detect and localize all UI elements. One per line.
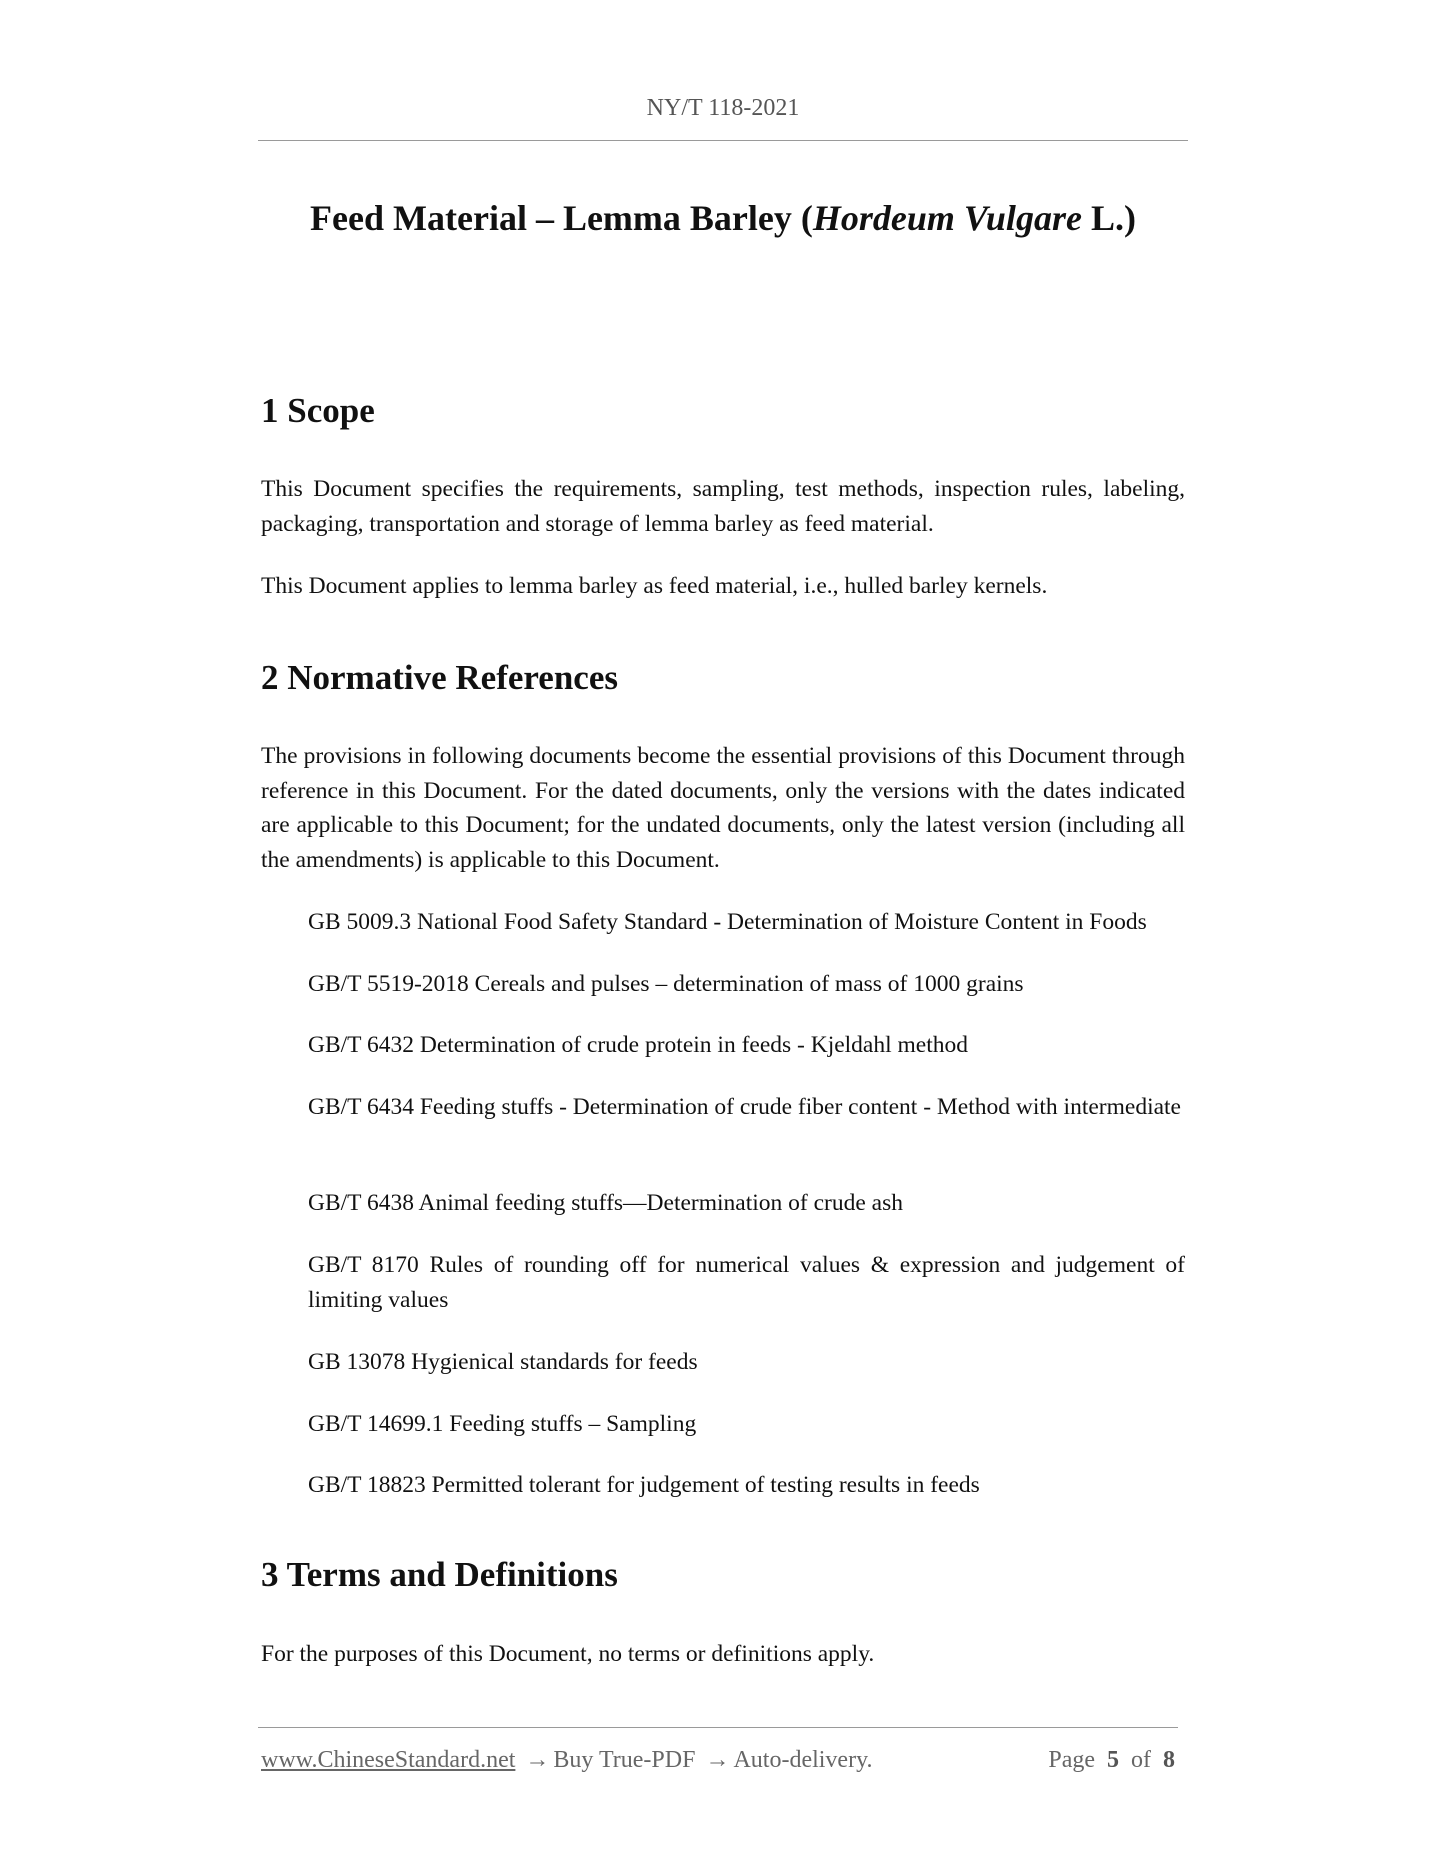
scope-paragraph-2: This Document applies to lemma barley as feed material, i.e., hulled barley kernels. [261, 573, 1048, 599]
arrow-right-icon: → [525, 1747, 550, 1773]
footer-divider [258, 1727, 1178, 1728]
reference-item: GB/T 14699.1 Feeding stuffs – Sampling [308, 1411, 697, 1437]
chinesestandard-link[interactable]: www.ChineseStandard.net [261, 1747, 516, 1773]
terms-paragraph: For the purposes of this Document, no terms or definitions apply. [261, 1641, 875, 1667]
footer-links [261, 1744, 873, 1776]
current-page-number: 5 [1107, 1747, 1119, 1773]
scope-paragraph-1: This Document specifies the requirements, sampling, test methods, inspection rules, labeling, packaging, transportation and storage of lemma barley as feed material. [261, 476, 1185, 537]
title-prefix: Feed Material – Lemma Barley ( [310, 198, 813, 238]
normative-intro-paragraph: The provisions in following documents become the essential provisions of this Document through reference in this Document. For the dated documents, only the versions with the dates indicated are applicable to this Document; for the undated documents, only the latest version (including all the amendments) is applicable to this Document. [261, 743, 1185, 873]
section-heading-normative-references: 2 Normative References [261, 658, 618, 697]
reference-item: GB 13078 Hygienical standards for feeds [308, 1349, 698, 1375]
reference-item: GB/T 5519-2018 Cereals and pulses – determination of mass of 1000 grains [308, 971, 1024, 997]
reference-item: GB 5009.3 National Food Safety Standard - Determination of Moisture Content in Foods [308, 909, 1147, 935]
document-title [258, 196, 1188, 240]
section-heading-terms-definitions: 3 Terms and Definitions [261, 1555, 618, 1594]
total-page-number: 8 [1163, 1747, 1175, 1773]
header-divider [258, 140, 1188, 141]
reference-item: GB/T 6432 Determination of crude protein in feeds - Kjeldahl method [308, 1032, 969, 1058]
header-standard-code: NY/T 118-2021 [646, 95, 800, 121]
arrow-right-icon: → [705, 1747, 730, 1773]
of-label: of [1131, 1747, 1151, 1773]
page-label: Page [1048, 1747, 1095, 1773]
reference-item: GB/T 18823 Permitted tolerant for judgement of testing results in feeds [308, 1472, 980, 1498]
title-latin-name: Hordeum Vulgare [812, 198, 1082, 238]
reference-item: GB/T 6434 Feeding stuffs - Determination of crude fiber content - Method with intermediate [308, 1094, 1181, 1120]
reference-item: GB/T 6438 Animal feeding stuffs—Determination of crude ash [308, 1190, 904, 1216]
buy-true-pdf-text: Buy True-PDF [553, 1747, 696, 1773]
title-suffix: L.) [1081, 198, 1136, 238]
page-indicator [1048, 1744, 1175, 1776]
reference-item: GB/T 8170 Rules of rounding off for numerical values & expression and judgement of limiting values [308, 1252, 1185, 1313]
section-heading-scope: 1 Scope [261, 391, 375, 430]
auto-delivery-text: Auto-delivery. [733, 1747, 873, 1773]
